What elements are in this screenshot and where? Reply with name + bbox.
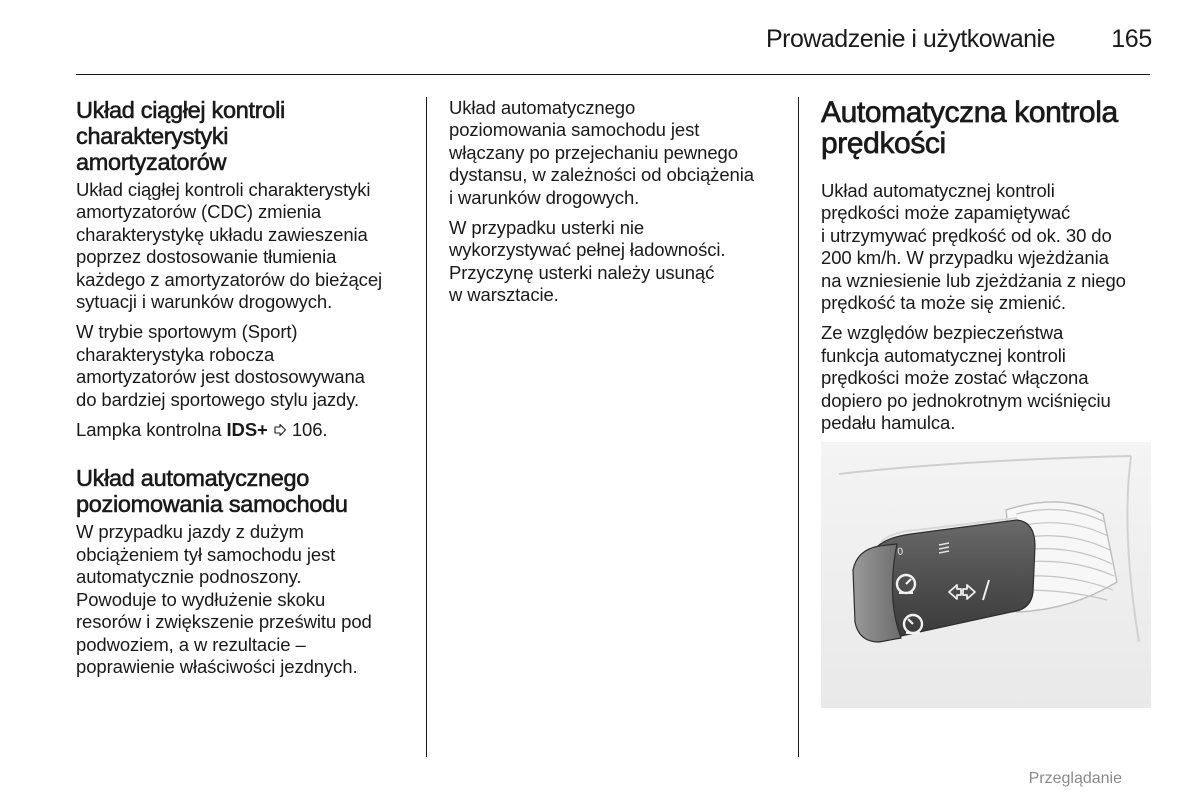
page-header-title: Prowadzenie i użytkowanie bbox=[765, 25, 1055, 53]
switch-position-label: 0 bbox=[896, 546, 904, 558]
page-number: 165 bbox=[1111, 25, 1152, 53]
column-2 bbox=[449, 97, 779, 307]
indicator-label: Lampka kontrolna bbox=[76, 419, 222, 441]
cdc-paragraph-2: W trybie sportowym (Sport) charakterystyka robocza amortyzatorów jest dostosowywana do bardziej sportowego stylu jazdy. bbox=[76, 321, 365, 410]
header-divider bbox=[76, 74, 1150, 75]
cdc-heading: Układ ciągłej kontroli charakterystyki amortyzatorów bbox=[76, 97, 285, 175]
cdc-paragraph-1: Układ ciągłej kontroli charakterystyki amortyzatorów (CDC) zmienia charakterystykę układu zawieszenia poprzez dostosowanie tłumienia każdego z amortyzatorów do bieżącej sytuacji i warunków drogowych. bbox=[76, 179, 383, 313]
column-1 bbox=[76, 97, 411, 678]
leveling-heading: Układ automatycznego poziomowania samochodu bbox=[76, 465, 348, 518]
leveling-activation-paragraph: Układ automatycznego poziomowania samochodu jest włączany po przejechaniu pewnego dystansu, w zależności od obciążenia i warunków drogowych. bbox=[449, 97, 754, 208]
column-divider-right bbox=[798, 97, 799, 757]
cruise-control-paragraph-2: Ze względów bezpieczeństwa funkcja automatycznej kontroli prędkości może zostać włączona dopiero po jednokrotnym wciśnięciu pedału hamulca. bbox=[821, 322, 1111, 434]
column-divider-left bbox=[426, 97, 427, 757]
ids-plus-label: IDS+ bbox=[226, 419, 268, 441]
column-3 bbox=[821, 97, 1151, 434]
page-reference-link[interactable]: 106. bbox=[291, 419, 328, 441]
cruise-control-stalk-illustration bbox=[821, 442, 1151, 708]
cruise-control-paragraph-1: Układ automatycznej kontroli prędkości może zapamiętywać i utrzymywać prędkość od ok. 30 do 200 km/h. W przypadku wjeżdżania na wzniesienie lub zjeżdżania z niego prędkość ta może się zmienić. bbox=[821, 180, 1126, 314]
leveling-fault-paragraph: W przypadku usterki nie wykorzystywać pełnej ładowności. Przyczynę usterki należy usunąć w warsztacie. bbox=[449, 217, 726, 306]
footer-label[interactable]: Przeglądanie bbox=[1028, 770, 1122, 787]
leveling-paragraph: W przypadku jazdy z dużym obciążeniem tył samochodu jest automatycznie podnoszony. Powoduje to wydłużenie skoku resorów i zwiększenie prześwitu pod podwoziem, a w rezultacie – poprawienie właściwości jezdnych. bbox=[76, 521, 372, 677]
cruise-control-heading: Automatyczna kontrola prędkości bbox=[821, 96, 1118, 160]
cdc-indicator-line bbox=[76, 419, 411, 441]
page-reference-arrow-icon bbox=[273, 423, 287, 437]
